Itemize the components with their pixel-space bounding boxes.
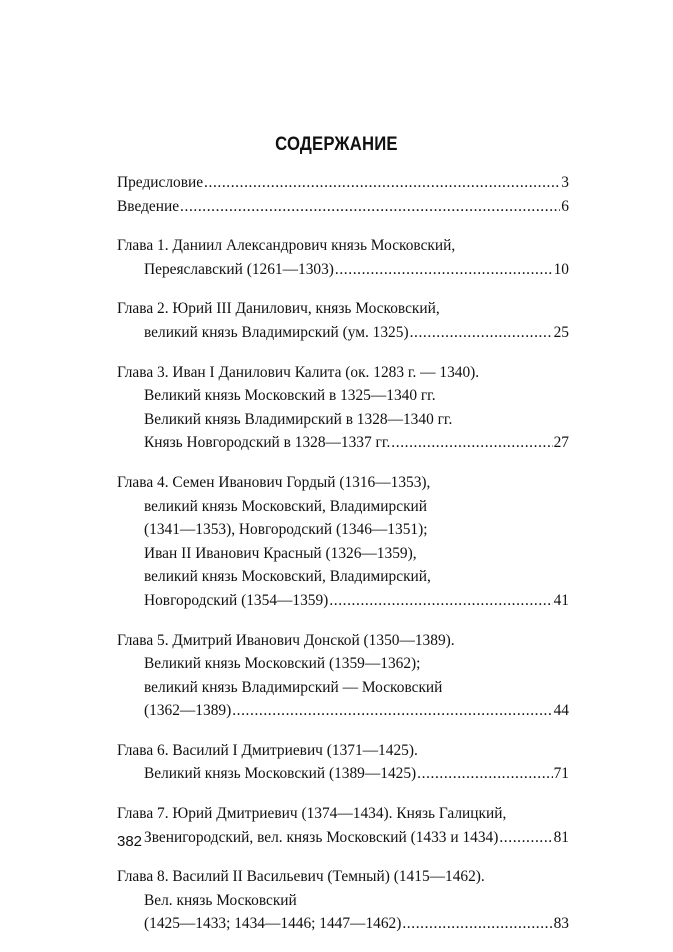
page-title: СОДЕРЖАНИЕ [275, 134, 398, 155]
toc-page-number: 25 [553, 323, 569, 341]
toc-entry-text: Глава 2. Юрий III Данилович, князь Московский, [117, 300, 440, 318]
toc-entry-text: великий князь Московский, Владимирский [144, 497, 428, 515]
toc-line [117, 297, 569, 321]
toc-line [117, 762, 569, 786]
toc-entry-text: Глава 5. Дмитрий Иванович Донской (1350—1389). [117, 631, 455, 649]
toc-line [117, 518, 569, 542]
toc-entry-text: Глава 1. Даниил Александрович князь Московский, [117, 237, 456, 255]
toc-line [117, 802, 569, 826]
toc-entry-text: Глава 3. Иван I Данилович Калита (ок. 1283 г. — 1340). [117, 363, 480, 381]
toc-page-number: 10 [553, 260, 569, 278]
toc-page-number: 83 [553, 915, 569, 933]
toc-entry-text: великий князь Владимирский (ум. 1325) [144, 323, 409, 341]
toc-entry [117, 361, 569, 455]
toc-entry-text: Великий князь Московский (1359—1362); [144, 655, 421, 673]
dot-leader [335, 258, 553, 282]
toc-line [117, 321, 569, 345]
toc-line [117, 195, 569, 219]
toc-line [117, 889, 569, 913]
toc-entry-text: (1362—1389) [144, 702, 232, 720]
toc-entry [117, 471, 569, 613]
toc-entry-text: (1425—1433; 1434—1446; 1447—1462) [144, 915, 402, 933]
toc-page-number: 44 [553, 702, 569, 720]
dot-leader [410, 321, 553, 345]
page-number: 382 [117, 833, 143, 850]
toc-page-number: 6 [561, 197, 569, 215]
toc-entry [117, 195, 569, 219]
toc-entry-text: Вел. князь Московский [144, 891, 297, 909]
toc-entry [117, 629, 569, 723]
dot-leader [391, 431, 552, 455]
dot-leader [232, 699, 552, 723]
toc-entry-text: Глава 4. Семен Иванович Гордый (1316—1353), [117, 473, 431, 491]
toc-entry-text: Князь Новгородский в 1328—1337 гг. [144, 434, 391, 452]
toc-line [117, 912, 569, 936]
table-of-contents [117, 171, 569, 952]
toc-entry-text: Предисловие [117, 174, 204, 191]
toc-entry [117, 234, 569, 281]
toc-entry-text: Иван II Иванович Красный (1326—1359), [144, 544, 417, 562]
toc-entry-text: великий князь Московский, Владимирский, [144, 568, 431, 586]
toc-entry-text: Великий князь Московский в 1325—1340 гг. [144, 387, 436, 405]
toc-line [117, 431, 569, 455]
toc-line [117, 589, 569, 613]
toc-line [117, 652, 569, 676]
toc-page-number: 71 [553, 765, 569, 783]
toc-line [117, 542, 569, 566]
toc-line [117, 826, 569, 850]
toc-page-number: 41 [553, 591, 569, 609]
toc-entry-text: Переяславский (1261—1303) [144, 260, 334, 278]
toc-page-number: 81 [553, 828, 569, 846]
toc-line [117, 565, 569, 589]
toc-entry-text: Великий князь Владимирский в 1328—1340 гг. [144, 410, 453, 428]
toc-line [117, 865, 569, 889]
toc-entry-text: великий князь Владимирский — Московский [144, 678, 443, 696]
toc-entry [117, 739, 569, 786]
toc-line [117, 171, 569, 195]
toc-line [117, 629, 569, 653]
toc-entry-text: Звенигородский, вел. князь Московский (1433 и 1434) [144, 828, 499, 846]
toc-page-number: 3 [561, 174, 569, 191]
dot-leader [180, 195, 560, 219]
dot-leader [204, 171, 560, 195]
toc-line [117, 384, 569, 408]
toc-line [117, 471, 569, 495]
toc-entry [117, 865, 569, 936]
toc-entry-text: Новгородский (1354—1359) [144, 591, 329, 609]
toc-line [117, 361, 569, 385]
toc-line [117, 676, 569, 700]
toc-entry-text: Великий князь Московский (1389—1425) [144, 765, 417, 783]
dot-leader [417, 762, 552, 786]
toc-line [117, 408, 569, 432]
toc-entry-text: Глава 7. Юрий Дмитриевич (1374—1434). Князь Галицкий, [117, 805, 507, 823]
toc-entry-text: Введение [117, 197, 180, 215]
dot-leader [402, 912, 552, 936]
toc-entry [117, 297, 569, 344]
toc-line [117, 699, 569, 723]
toc-entry-text: (1341—1353), Новгородский (1346—1351); [144, 521, 428, 539]
dot-leader [499, 826, 552, 850]
dot-leader [329, 589, 552, 613]
toc-entry-text: Глава 6. Василий I Дмитриевич (1371—1425). [117, 741, 418, 759]
toc-line [117, 234, 569, 258]
toc-entry [117, 802, 569, 849]
toc-line [117, 739, 569, 763]
toc-entry-text: Глава 8. Василий II Васильевич (Темный) (1415—1462). [117, 868, 485, 886]
toc-page-number: 27 [553, 434, 569, 452]
toc-entry [117, 171, 569, 195]
toc-line [117, 495, 569, 519]
toc-line [117, 258, 569, 282]
